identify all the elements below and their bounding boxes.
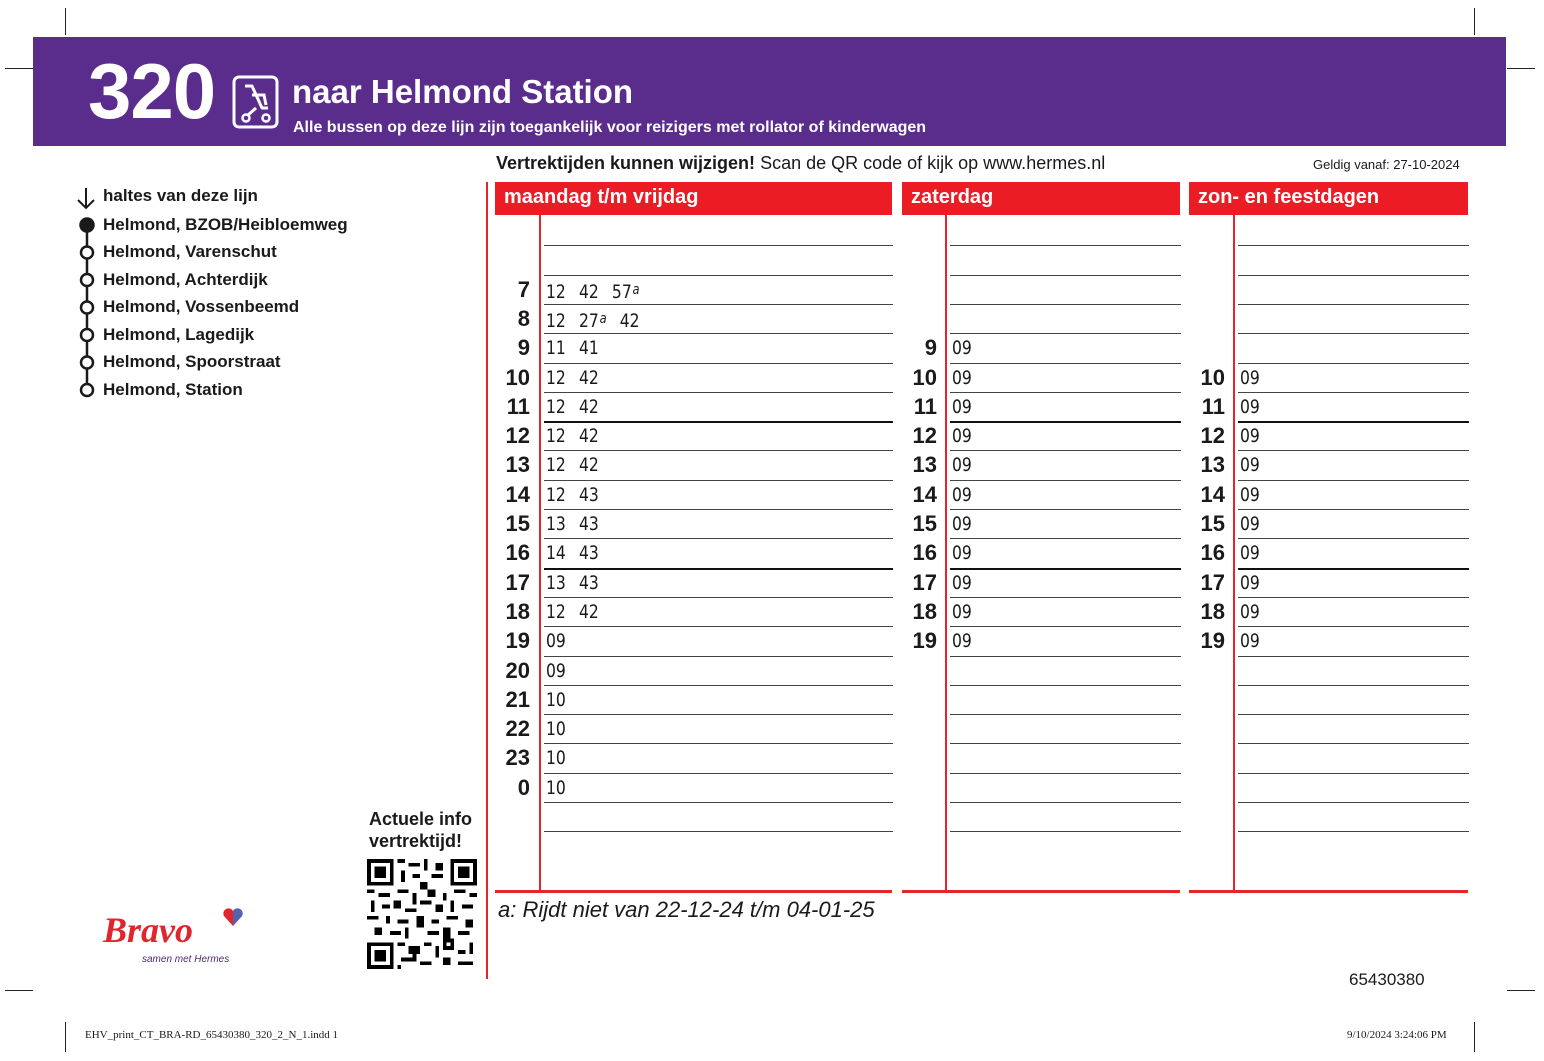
- row-rule: [950, 363, 1181, 364]
- row-rule: [950, 626, 1181, 627]
- row-rule: [1238, 685, 1469, 686]
- row-rule: [950, 714, 1181, 715]
- departure-minutes: [952, 599, 985, 625]
- row-rule: [544, 626, 893, 627]
- row-rule: [950, 304, 1181, 305]
- departure-minute: 12: [546, 366, 566, 389]
- departure-minute: 09: [1240, 483, 1260, 506]
- departure-minutes: [1240, 452, 1273, 478]
- divider: [486, 182, 488, 979]
- brand-tagline: samen met Hermes: [142, 954, 230, 965]
- departure-minute: 42: [578, 454, 599, 477]
- document-number: 65430380: [1349, 970, 1425, 989]
- notice-bold: Vertrektijden kunnen wijzigen!: [496, 153, 756, 173]
- row-rule: [950, 275, 1181, 276]
- crop-mark: [65, 1022, 66, 1052]
- row-rule: [950, 685, 1181, 686]
- row-rule: [544, 509, 893, 510]
- departure-minutes: [546, 365, 612, 391]
- row-rule: [544, 685, 893, 686]
- hour-label: 13: [505, 452, 530, 478]
- departure-minutes: [952, 423, 985, 449]
- row-rule: [1238, 275, 1469, 276]
- departure-minute: 42: [578, 395, 599, 418]
- departure-minutes: [952, 482, 985, 508]
- departure-minute: 09: [952, 630, 972, 653]
- row-rule: [1238, 363, 1469, 364]
- departure-minutes: [1240, 599, 1273, 625]
- divider: [945, 215, 947, 891]
- departure-minutes: [952, 540, 985, 566]
- departure-minutes: [952, 365, 985, 391]
- departure-minute: 43: [578, 513, 599, 535]
- departure-minute: 57$^a$: [611, 280, 640, 303]
- row-rule: [544, 656, 893, 657]
- saturday-header: zaterdag: [902, 182, 1180, 215]
- row-rule: [1238, 773, 1469, 774]
- row-rule: [1238, 802, 1469, 803]
- departure-minute: 09: [1240, 571, 1260, 594]
- footnote: a: Rijdt niet van 22-12-24 t/m 04-01-25: [498, 897, 875, 922]
- realtime-line2: vertrektijd!: [369, 831, 463, 851]
- departure-minute: 12: [546, 483, 566, 506]
- departure-minutes: [546, 423, 612, 449]
- departure-minutes: [546, 511, 612, 537]
- row-rule: [544, 597, 893, 598]
- realtime-line1: Actuele info: [369, 809, 473, 829]
- departure-minutes: [546, 745, 579, 771]
- departure-minutes: [546, 716, 579, 742]
- arrow-down-icon: [74, 186, 98, 210]
- departure-minute: 09: [952, 513, 972, 535]
- row-rule: [950, 802, 1181, 803]
- departure-minutes: [1240, 423, 1273, 449]
- heart-icon: [222, 906, 244, 928]
- row-rule: [950, 392, 1181, 393]
- departure-minute: 10: [546, 747, 566, 770]
- departure-minutes: [1240, 628, 1273, 654]
- row-rule: [544, 714, 893, 715]
- hour-label: 19: [912, 628, 937, 654]
- hour-label: 15: [505, 511, 530, 536]
- departure-minutes: [546, 540, 612, 566]
- row-rule: [544, 743, 893, 744]
- row-rule: [950, 509, 1181, 510]
- departure-minute: 09: [1240, 513, 1260, 535]
- hour-label: 18: [1200, 598, 1225, 624]
- realtime-info: [369, 808, 472, 852]
- departure-minutes: [546, 452, 612, 478]
- departure-minute: 09: [546, 630, 566, 653]
- departure-minutes: [546, 570, 612, 596]
- departure-minutes: [546, 394, 612, 420]
- row-rule: [1238, 509, 1469, 510]
- crop-mark: [1474, 1022, 1475, 1052]
- hour-label: 11: [1201, 393, 1225, 419]
- departure-minute: 09: [952, 483, 972, 506]
- departure-minute: 42: [578, 425, 599, 448]
- divider: [539, 215, 541, 891]
- hour-label: 12: [505, 423, 530, 449]
- hour-label: 10: [505, 364, 530, 390]
- hour-label: 14: [505, 481, 530, 507]
- hour-label: 15: [1200, 511, 1225, 536]
- row-rule: [1238, 743, 1469, 744]
- stop-name: Helmond, Spoorstraat: [103, 352, 281, 371]
- departure-minutes: [952, 335, 985, 361]
- row-rule: [544, 802, 893, 803]
- departure-minute: 09: [952, 337, 972, 360]
- stop-name: Helmond, Lagedijk: [103, 325, 255, 344]
- valid-from: Geldig vanaf: 27-10-2024: [1313, 157, 1460, 172]
- divider: [1189, 890, 1468, 893]
- row-rule: [544, 538, 893, 539]
- departure-minutes: [546, 628, 579, 654]
- stroller-icon: [232, 75, 279, 129]
- row-rule: [1238, 480, 1469, 481]
- departure-minute: 12: [546, 425, 566, 448]
- hour-label: 15: [912, 511, 937, 536]
- stop-name: Helmond, Station: [103, 380, 243, 399]
- hour-label: 10: [912, 364, 937, 390]
- departure-minute: 10: [546, 776, 566, 799]
- brand-logo: Bravo: [103, 910, 193, 950]
- hour-label: 11: [506, 393, 530, 419]
- departure-minutes: [546, 775, 579, 801]
- hour-label: 9: [517, 335, 530, 361]
- departure-minutes: [952, 570, 985, 596]
- hour-label: 16: [1200, 540, 1225, 566]
- departure-minute: 12: [546, 280, 566, 303]
- hour-label: 22: [505, 716, 530, 742]
- departure-minute: 09: [952, 425, 972, 448]
- row-rule: [950, 450, 1181, 451]
- row-rule: [1238, 538, 1469, 539]
- departure-minutes: [1240, 511, 1273, 537]
- sunday-header: zon- en feestdagen: [1189, 182, 1468, 215]
- departure-minute: 09: [952, 366, 972, 389]
- hour-label: 7: [517, 276, 530, 302]
- change-notice: [496, 152, 1105, 174]
- route-line: [76, 214, 98, 398]
- hour-label: 11: [913, 393, 937, 419]
- row-rule: [1238, 304, 1469, 305]
- departure-minutes: [952, 628, 985, 654]
- departure-minute: 11: [546, 337, 566, 360]
- departure-minute: 10: [546, 688, 566, 711]
- departure-minute: 09: [1240, 366, 1260, 389]
- departure-minute: 09: [546, 659, 566, 682]
- departure-minute: 09: [952, 454, 972, 477]
- row-rule: [544, 275, 893, 276]
- qr-code-icon[interactable]: [367, 859, 477, 969]
- departure-minute: 09: [952, 600, 972, 623]
- departure-minutes: [546, 658, 579, 684]
- row-rule: [950, 538, 1181, 539]
- row-rule: [544, 480, 893, 481]
- departure-minutes: [546, 599, 612, 625]
- header-band: [33, 37, 1506, 146]
- accessibility-note: Alle bussen op deze lijn zijn toegankelijk voor reizigers met rollator of kinderwagen: [293, 119, 927, 136]
- row-rule: [950, 245, 1181, 246]
- crop-mark: [1474, 8, 1475, 35]
- departure-minutes: [1240, 570, 1273, 596]
- departure-minute: 43: [578, 571, 599, 594]
- departure-minutes: [1240, 365, 1273, 391]
- row-rule: [950, 831, 1181, 832]
- hour-label: 13: [912, 452, 937, 478]
- hour-label: 12: [1200, 423, 1225, 449]
- row-rule: [1238, 245, 1469, 246]
- hour-label: 16: [912, 540, 937, 566]
- divider: [1233, 215, 1235, 891]
- hour-label: 12: [912, 423, 937, 449]
- row-rule: [544, 831, 893, 832]
- hour-label: 20: [505, 657, 530, 683]
- hour-label: 9: [924, 335, 937, 361]
- row-rule: [950, 773, 1181, 774]
- hour-label: 17: [1200, 569, 1225, 595]
- row-rule: [1238, 333, 1469, 334]
- row-rule: [950, 333, 1181, 334]
- hour-label: 14: [912, 481, 937, 507]
- departure-minutes: [1240, 540, 1273, 566]
- weekday-header: maandag t/m vrijdag: [495, 182, 892, 215]
- hour-label: 21: [505, 686, 530, 712]
- stops-header: haltes van deze lijn: [103, 186, 258, 205]
- departure-minute: 42: [578, 600, 599, 623]
- row-rule: [1238, 450, 1469, 451]
- divider: [902, 890, 1180, 893]
- crop-mark: [5, 68, 33, 69]
- departure-minutes: [1240, 482, 1273, 508]
- stop-name: Helmond, Vossenbeemd: [103, 297, 300, 316]
- departure-minute: 43: [578, 542, 599, 565]
- departure-minutes: [952, 394, 985, 420]
- departure-minute: 12: [546, 600, 566, 623]
- departure-minute: 27$^a$: [578, 309, 607, 332]
- departure-minute: 42: [578, 280, 599, 303]
- row-rule: [544, 450, 893, 451]
- departure-minute: 13: [546, 571, 566, 594]
- row-rule: [950, 597, 1181, 598]
- row-rule: [950, 656, 1181, 657]
- file-name: EHV_print_CT_BRA-RD_65430380_320_2_N_1.indd 1: [85, 1029, 338, 1041]
- departure-minute: 13: [546, 513, 566, 535]
- row-rule: [1238, 714, 1469, 715]
- departure-minute: 09: [952, 395, 972, 418]
- crop-mark: [1507, 990, 1535, 991]
- crop-mark: [1507, 68, 1535, 69]
- row-rule: [544, 392, 893, 393]
- departure-minutes: [952, 511, 985, 537]
- departure-minutes: [546, 335, 612, 361]
- stop-name: Helmond, BZOB/Heibloemweg: [103, 215, 348, 234]
- departure-minute: 09: [1240, 395, 1260, 418]
- hour-label: 10: [1200, 364, 1225, 390]
- departure-minute: 09: [1240, 600, 1260, 623]
- hour-label: 19: [1200, 628, 1225, 654]
- hour-label: 13: [1200, 452, 1225, 478]
- row-rule: [950, 480, 1181, 481]
- hour-label: 19: [505, 628, 530, 654]
- row-rule: [950, 743, 1181, 744]
- hour-label: 17: [505, 569, 530, 595]
- notice-text: Scan de QR code of kijk op www.hermes.nl: [755, 153, 1106, 173]
- departure-minute: 09: [1240, 542, 1260, 565]
- departure-minutes: [546, 277, 653, 305]
- row-rule: [1238, 626, 1469, 627]
- row-rule: [544, 773, 893, 774]
- stop-name: Helmond, Varenschut: [103, 242, 277, 261]
- row-rule: [1238, 597, 1469, 598]
- print-date: 9/10/2024 3:24:06 PM: [1347, 1029, 1447, 1041]
- departure-minutes: [546, 482, 612, 508]
- departure-minute: 10: [546, 718, 566, 741]
- crop-mark: [65, 8, 66, 35]
- hour-label: 16: [505, 540, 530, 566]
- crop-mark: [5, 990, 33, 991]
- departure-minutes: [952, 452, 985, 478]
- row-rule: [1238, 656, 1469, 657]
- departure-minute: 09: [1240, 630, 1260, 653]
- departure-minute: 14: [546, 542, 566, 565]
- footnote-marker: a: [599, 310, 607, 327]
- departure-minute: 41: [578, 337, 599, 360]
- departure-minute: 43: [578, 483, 599, 506]
- destination-title: naar Helmond Station: [292, 73, 634, 110]
- departure-minute: 09: [952, 542, 972, 565]
- departure-minute: 12: [546, 309, 566, 332]
- hour-label: 18: [912, 598, 937, 624]
- divider: [495, 890, 892, 893]
- departure-minute: 42: [578, 366, 599, 389]
- row-rule: [1238, 392, 1469, 393]
- departure-minutes: [546, 687, 579, 713]
- row-rule: [544, 363, 893, 364]
- departure-minute: 42: [619, 309, 640, 332]
- hour-label: 18: [505, 598, 530, 624]
- row-rule: [544, 245, 893, 246]
- hour-label: 0: [517, 774, 530, 800]
- hour-label: 17: [912, 569, 937, 595]
- row-rule: [1238, 831, 1469, 832]
- stop-name: Helmond, Achterdijk: [103, 270, 268, 289]
- departure-minute: 09: [1240, 454, 1260, 477]
- line-number: 320: [88, 47, 216, 135]
- hour-label: 8: [517, 305, 530, 331]
- hour-label: 23: [505, 745, 530, 771]
- departure-minutes: [1240, 394, 1273, 420]
- departure-minute: 09: [1240, 425, 1260, 448]
- hour-label: 14: [1200, 481, 1225, 507]
- departure-minute: 12: [546, 395, 566, 418]
- departure-minute: 09: [952, 571, 972, 594]
- departure-minutes: [546, 306, 653, 334]
- footnote-marker: a: [632, 281, 640, 298]
- departure-minute: 12: [546, 454, 566, 477]
